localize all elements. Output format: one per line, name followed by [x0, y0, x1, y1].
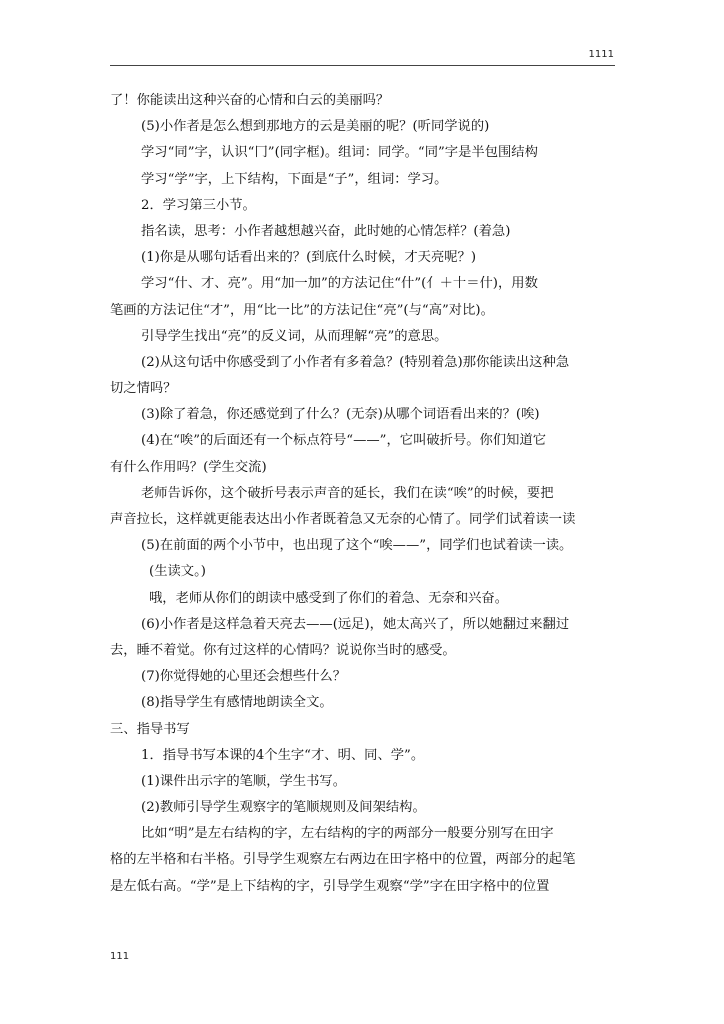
text-line: 2．学习第三小节。	[141, 197, 256, 213]
text-line: 声音拉长，这样就更能表达出小作者既着急又无奈的心情了。同学们试着读一读	[110, 512, 576, 527]
text-line: 笔画的方法记住“才”，用“比一比”的方法记住“亮”(与“高”对比)。	[110, 302, 494, 318]
text-line: (1)课件出示字的笔顺，学生书写。	[141, 773, 346, 789]
text-line: 引导学生找出“亮”的反义词，从而理解“亮”的意思。	[141, 328, 448, 344]
text-line: (5)小作者是怎么想到那地方的云是美丽的呢？(听同学说的)	[141, 119, 490, 135]
text-line: (2)从这句话中你感受到了小作者有多着急？(特别着急)那你能读出这种急	[141, 354, 570, 370]
text-line: 是左低右高。“学”是上下结构的字，引导学生观察“学”字在田字格中的位置	[110, 878, 550, 894]
text-line: 去，睡不着觉。你有过这样的心情吗？说说你当时的感受。	[110, 642, 456, 658]
text-line: 老师告诉你，这个破折号表示声音的延长，我们在读“唉”的时候，要把	[141, 485, 554, 501]
text-line: 学习“学”字，上下结构，下面是“子”，组词：学习。	[141, 171, 448, 187]
text-line: (2)教师引导学生观察字的笔顺规则及间架结构。	[141, 800, 426, 816]
text-line: (8)指导学生有感情地朗读全文。	[141, 695, 333, 711]
text-line: 学习“什、才、亮”。用“加一加”的方法记住“什”(亻＋十＝什)，用数	[141, 276, 538, 292]
text-line: 1．指导书写本课的4个生字“才、明、同、学”。	[141, 747, 425, 763]
text-line: 格的左半格和右半格。引导学生观察左右两边在田字格中的位置，两部分的起笔	[110, 852, 576, 868]
text-line: (6)小作者是这样急着天亮去——(远足)，她太高兴了，所以她翻过来翻过	[141, 616, 570, 632]
text-line: (3)除了着急，你还感觉到了什么？(无奈)从哪个词语看出来的？(唉)	[141, 407, 540, 423]
text-line: 学习“同”字，认识“冂”(同字框)。组词：同学。“同”字是半包围结构	[141, 145, 538, 161]
header-divider	[110, 65, 615, 66]
text-line: 哦，老师从你们的朗读中感受到了你们的着急、无奈和兴奋。	[149, 590, 509, 606]
text-line: (7)你觉得她的心里还会想些什么？	[141, 669, 346, 685]
document-body	[110, 88, 615, 900]
text-line: 切之情吗？	[110, 381, 177, 397]
header-page-number: 1111	[588, 49, 614, 60]
text-line: 比如“明”是左右结构的字，左右结构的字的两部分一般要分别写在田字	[141, 826, 554, 842]
text-line: (生读文。)	[149, 564, 206, 580]
text-line: 有什么作用吗？(学生交流)	[110, 459, 267, 475]
text-line: (4)在“唉”的后面还有一个标点符号“——”，它叫破折号。你们知道它	[141, 433, 547, 449]
text-line: 三、指导书写	[110, 721, 190, 737]
text-line: (1)你是从哪句话看出来的？(到底什么时候，才天亮呢？)	[141, 250, 477, 266]
text-line: 指名读，思考：小作者越想越兴奋，此时她的心情怎样？(着急)	[141, 223, 511, 239]
text-line: 了！你能读出这种兴奋的心情和白云的美丽吗？	[110, 93, 390, 108]
footer-page-number: 111	[110, 951, 130, 962]
text-line: (5)在前面的两个小节中，也出现了这个“唉——”，同学们也试着读一读。	[141, 538, 573, 554]
